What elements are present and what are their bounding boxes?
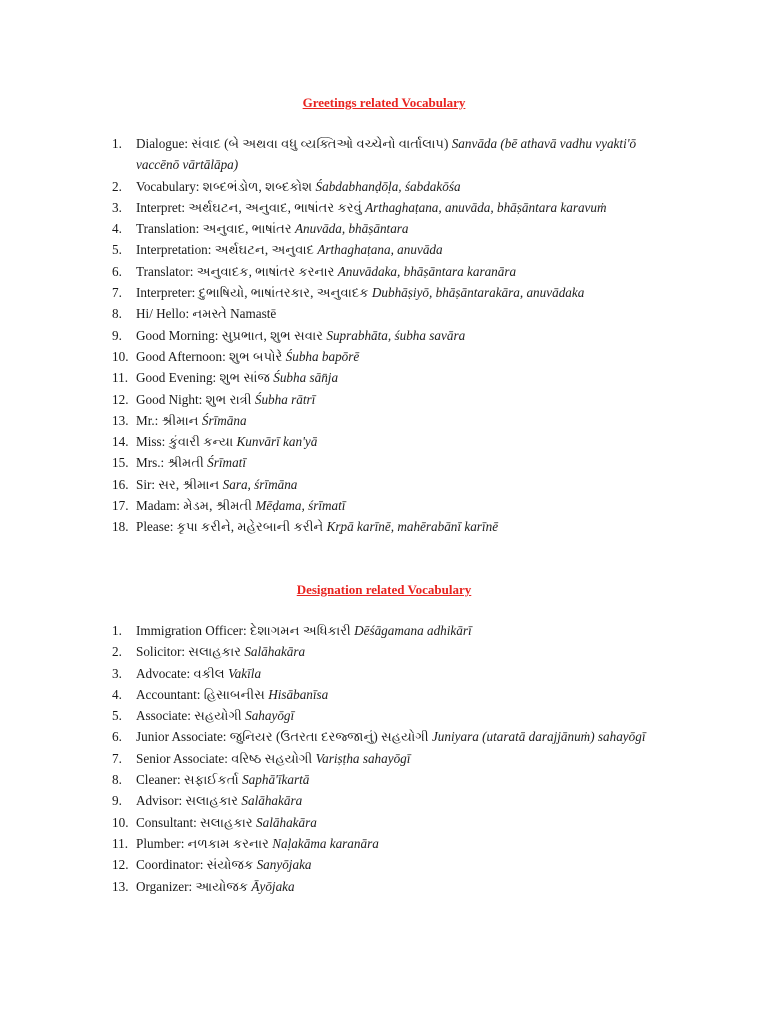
item-number: 10. — [112, 348, 129, 364]
item-number: 1. — [112, 136, 122, 151]
item-number: 13. — [112, 878, 129, 894]
item-number: 10. — [112, 814, 129, 830]
list-item — [112, 431, 672, 452]
english-term: Vocabulary: — [136, 178, 200, 194]
gujarati-translation: સલાહકાર — [200, 814, 253, 830]
gujarati-translation: શુભ સાંજ — [219, 370, 270, 386]
gujarati-translation: શુભ રાત્રી — [205, 391, 252, 407]
item-number: 12. — [112, 391, 129, 407]
item-number: 2. — [112, 644, 122, 660]
english-term: Consultant: — [136, 814, 197, 830]
gujarati-translation: સુપ્રભાત, શુભ સવાર — [221, 327, 324, 343]
item-number: 16. — [112, 476, 129, 492]
transliteration: Suprabhāta, śubha savāra — [326, 327, 466, 343]
designation-vocabulary-list — [112, 620, 672, 897]
english-term: Interpretation: — [136, 242, 212, 258]
gujarati-translation: અનુવાદ, ભાષાંતર — [202, 221, 292, 237]
gujarati-translation: સહયોગી — [194, 708, 242, 724]
english-term: Interpret: — [136, 199, 186, 215]
english-term: Sir: — [136, 476, 156, 492]
gujarati-translation: સલાહકાર — [188, 644, 242, 660]
list-item — [112, 303, 672, 324]
list-item — [112, 641, 672, 662]
transliteration: Śubha sān̄ja — [273, 370, 339, 386]
english-term: Translator: — [136, 263, 194, 279]
item-number: 9. — [112, 327, 122, 343]
list-item — [112, 389, 672, 410]
list-item — [112, 367, 672, 388]
item-number: 6. — [112, 263, 122, 279]
item-number: 15. — [112, 455, 129, 471]
english-term: Associate: — [136, 708, 191, 724]
english-term: Senior Associate: — [136, 750, 228, 766]
list-item — [112, 261, 672, 282]
list-item — [112, 474, 672, 495]
item-number: 3. — [112, 665, 122, 681]
list-item — [112, 833, 672, 854]
transliteration: Salāhakāra — [241, 793, 303, 809]
gujarati-translation: સર, શ્રીમાન — [158, 476, 220, 492]
gujarati-translation: નળકામ કરનાર — [187, 835, 269, 851]
list-item — [112, 684, 672, 705]
english-term: Dialogue: — [136, 136, 189, 151]
english-term: Solicitor: — [136, 644, 186, 660]
transliteration: Sanvāda (bē athavā vadhu vyakti'ō vaccēnō vārtālāpa) — [136, 136, 637, 173]
list-item — [112, 620, 672, 641]
list-item — [112, 516, 672, 537]
item-number: 4. — [112, 686, 122, 702]
transliteration: Sara, śrīmāna — [222, 476, 298, 492]
transliteration: Kr̥pā karīnē, mahērabānī karīnē — [326, 519, 499, 535]
list-item — [112, 854, 672, 875]
gujarati-translation: જુનિયર (ઉતરતા દરજ્જાનું) સહયોગી — [229, 729, 429, 745]
english-term: Advisor: — [136, 793, 183, 809]
list-item — [112, 876, 672, 897]
item-number: 14. — [112, 434, 129, 450]
list-item — [112, 133, 672, 176]
english-term: Good Evening: — [136, 370, 217, 386]
item-number: 2. — [112, 178, 122, 194]
english-term: Mrs.: — [136, 455, 165, 471]
list-item — [112, 452, 672, 473]
english-term: Accountant: — [136, 686, 201, 702]
transliteration: Dubhāṣiyō, bhāṣāntarakāra, anuvādaka — [371, 285, 585, 301]
list-item — [112, 176, 672, 197]
list-item — [112, 663, 672, 684]
list-item — [112, 197, 672, 218]
english-term: Plumber: — [136, 835, 185, 851]
english-term: Madam: — [136, 498, 180, 514]
item-number: 18. — [112, 519, 129, 535]
greetings-section-title: Greetings related Vocabulary — [302, 95, 466, 110]
gujarati-translation: શ્રીમતી — [167, 455, 204, 471]
gujarati-translation: કુંવારી કન્યા — [168, 434, 234, 450]
transliteration: Naḷakāma karanāra — [272, 835, 379, 851]
gujarati-translation: શબ્દભંડોળ, શબ્દકોશ — [202, 178, 313, 194]
list-item — [112, 790, 672, 811]
transliteration: Sanyōjaka — [256, 857, 312, 873]
transliteration: Salāhakāra — [256, 814, 317, 830]
gujarati-translation: શુભ બપોરે — [229, 348, 283, 364]
transliteration: Kunvārī kan'yā — [236, 434, 318, 450]
gujarati-translation: શ્રીમાન — [161, 412, 199, 428]
english-term: Mr.: — [136, 412, 159, 428]
item-number: 9. — [112, 793, 122, 809]
item-number: 6. — [112, 729, 122, 745]
item-number: 8. — [112, 772, 122, 788]
gujarati-translation: મેડમ, શ્રીમતી — [183, 498, 253, 514]
gujarati-translation: વકીલ — [193, 665, 225, 681]
gujarati-translation: હિસાબનીસ — [203, 686, 265, 702]
list-item — [112, 495, 672, 516]
english-term: Please: — [136, 519, 174, 535]
english-term: Good Afternoon: — [136, 348, 226, 364]
english-term: Good Night: — [136, 391, 203, 407]
item-number: 5. — [112, 708, 122, 724]
transliteration: Mēḍama, śrīmatī — [255, 498, 346, 514]
english-term: Hi/ Hello: — [136, 306, 190, 322]
gujarati-translation: નમસ્તે — [192, 306, 227, 322]
transliteration: Anuvāda, bhāṣāntara — [294, 221, 409, 237]
transliteration: Śubha bapōrē — [285, 348, 360, 364]
english-term: Good Morning: — [136, 327, 219, 343]
item-number: 3. — [112, 199, 122, 215]
gujarati-translation: સલાહકાર — [185, 793, 239, 809]
gujarati-translation: આયોજક — [195, 878, 249, 894]
gujarati-translation: સફાઈકર્તા — [183, 772, 239, 788]
list-item — [112, 218, 672, 239]
english-term: Translation: — [136, 221, 200, 237]
greetings-vocabulary-list — [112, 133, 672, 538]
gujarati-translation: કૃપા કરીને, મહેરબાની કરીને — [176, 519, 324, 535]
transliteration: Anuvādaka, bhāṣāntara karanāra — [337, 263, 517, 279]
english-term: Immigration Officer: — [136, 623, 247, 638]
list-item — [112, 748, 672, 769]
item-number: 7. — [112, 285, 122, 301]
transliteration: Saphā'īkartā — [242, 772, 310, 788]
english-term: Organizer: — [136, 878, 193, 894]
transliteration: Śabdabhanḍōḷa, śabdakōśa — [315, 178, 461, 194]
transliteration: Arthaghaṭana, anuvāda — [317, 242, 443, 258]
item-number: 11. — [112, 835, 128, 851]
english-term: Miss: — [136, 434, 166, 450]
gujarati-translation: દુભાષિયો, ભાષાંતરકાર, અનુવાદક — [198, 285, 369, 301]
item-number: 4. — [112, 221, 122, 237]
transliteration: Variṣṭha sahayōgī — [315, 750, 411, 766]
transliteration: Śubha rātrī — [254, 391, 316, 407]
list-item — [112, 769, 672, 790]
transliteration: Āyōjaka — [251, 878, 295, 894]
gujarati-translation: સંવાદ (બે અથવા વધુ વ્યક્તિઓ વચ્ચેનો વાર્તાલાપ) — [191, 136, 449, 151]
item-number: 7. — [112, 750, 122, 766]
item-number: 8. — [112, 306, 122, 322]
transliteration: Śrīmāna — [201, 412, 247, 428]
english-term: Advocate: — [136, 665, 191, 681]
list-item — [112, 812, 672, 833]
gujarati-translation: વરિષ્ઠ સહયોગી — [231, 750, 313, 766]
list-item — [112, 282, 672, 303]
gujarati-translation: અર્થઘટન, અનુવાદ, ભાષાંતર કરવું — [188, 199, 362, 215]
transliteration: Arthaghaṭana, anuvāda, bhāṣāntara karavuṁ — [365, 199, 607, 215]
item-number: 13. — [112, 412, 129, 428]
english-term: Coordinator: — [136, 857, 204, 873]
list-item — [112, 726, 672, 747]
transliteration: Śrīmatī — [207, 455, 247, 471]
item-number: 1. — [112, 623, 122, 638]
transliteration: Sahayōgī — [245, 708, 295, 724]
item-number: 5. — [112, 242, 122, 258]
item-number: 12. — [112, 857, 129, 873]
item-number: 11. — [112, 370, 128, 386]
list-item — [112, 346, 672, 367]
transliteration: Dēśāgamana adhikārī — [354, 623, 472, 638]
english-term: Junior Associate: — [136, 729, 227, 745]
transliteration: Vakīla — [228, 665, 262, 681]
english-term: Interpreter: — [136, 285, 196, 301]
transliteration: Namastē — [230, 306, 277, 322]
designation-section-title: Designation related Vocabulary — [296, 582, 472, 597]
english-term: Cleaner: — [136, 772, 181, 788]
transliteration: Hisābanīsa — [268, 686, 329, 702]
list-item — [112, 705, 672, 726]
gujarati-translation: અનુવાદક, ભાષાંતર કરનાર — [196, 263, 335, 279]
transliteration: Juniyara (utaratā darajjānuṁ) sahayōgī — [431, 729, 646, 745]
list-item — [112, 239, 672, 260]
item-number: 17. — [112, 498, 129, 514]
gujarati-translation: દેશાગમન અધિકારી — [250, 623, 351, 638]
list-item — [112, 325, 672, 346]
list-item — [112, 410, 672, 431]
transliteration: Salāhakāra — [244, 644, 306, 660]
gujarati-translation: સંયોજક — [206, 857, 254, 873]
gujarati-translation: અર્થઘટન, અનુવાદ — [214, 242, 315, 258]
